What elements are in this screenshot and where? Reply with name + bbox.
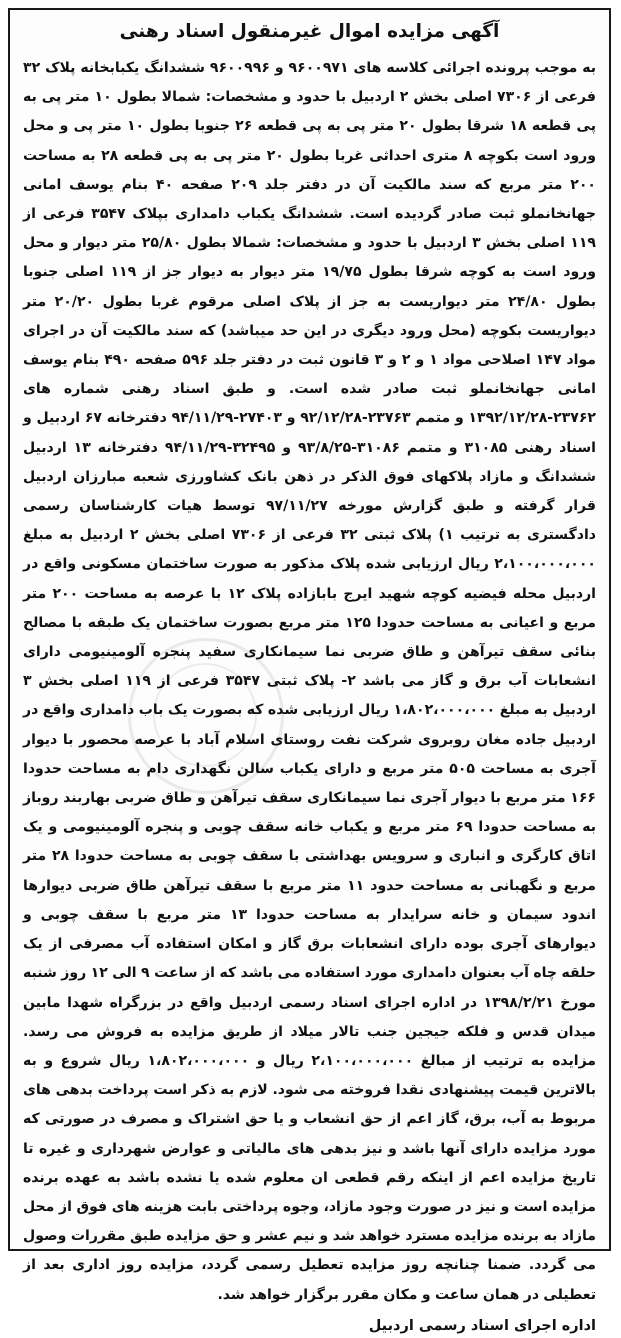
legal-notice: [8, 8, 611, 1334]
notice-signature: اداره اجرای اسناد رسمی اردبیل: [368, 1317, 596, 1334]
notice-body: به موجب پرونده اجرائی کلاسه های ۹۶۰۰۹۷۱ و ۹۶۰۰۹۹۶ ششدانگ یکبابخانه پلاک ۳۲ فرعی از ۷۳۰۶ اصلی بخش ۲ اردبیل با حدود و مشخصات: شمالا بطول ۱۰ متر پی به پی قطعه ۱۸ شرقا بطول ۲۰ متر پی به پی قطعه ۲۶ جنوبا بطول ۱۰ متر پی و محل ورود است بکوچه ۸ متری احداثی غربا بطول ۲۰ متر پی به پی قطعه ۲۸ به مساحت ۲۰۰ متر مربع که سند مالکیت آن در دفتر جلد ۲۰۹ صفحه ۴۰ بنام یوسف امانی جهانخانملو ثبت صادر گردیده است. ششدانگ یکباب دامداری بپلاک ۳۵۴۷ فرعی از ۱۱۹ اصلی بخش ۳ اردبیل با حدود و مشخصات: شمالا بطول ۲۵/۸۰ متر دیوار و محل ورود است به کوچه شرقا بطول ۱۹/۷۵ متر دیوار به دیوار جز از ۱۱۹ اصلی جنوبا بطول ۲۴/۸۰ متر دیواریست به جز از پلاک اصلی مرقوم غربا بطول ۲۰/۲۰ متر دیواریست بکوچه (محل ورود دیگری در این حد میباشد) که سند مالکیت آن در اجرای مواد ۱۴۷ اصلاحی مواد ۱ و ۲ و ۳ قانون ثبت در دفتر جلد ۵۹۶ صفحه ۴۹۰ بنام یوسف امانی جهانخانملو ثبت صادر شده است. و طبق اسناد رهنی شماره های ۲۳۷۶۲-۱۳۹۲/۱۲/۲۸ و متمم ۲۳۷۶۳-۹۲/۱۲/۲۸ و ۲۷۴۰۳-۹۴/۱۱/۲۹ دفترخانه ۶۷ اردبیل و اسناد رهنی ۳۱۰۸۵ و متمم ۳۱۰۸۶-۹۳/۸/۲۵ و ۳۲۴۹۵-۹۴/۱۱/۲۹ دفترخانه ۱۳ اردبیل ششدانگ و مازاد پلاکهای فوق الذکر در ذهن بانک کشاورزی شعبه مبارزان اردبیل قرار گرفته و طبق گزارش مورخه ۹۷/۱۱/۲۷ توسط هیات کارشناسان رسمی دادگستری به ترتیب ۱) پلاک ثبتی ۳۲ فرعی از ۷۳۰۶ اصلی بخش ۲ اردبیل به مبلغ ۲،۱۰۰،۰۰۰،۰۰۰ ریال ارزیابی شده پلاک مذکور به صورت ساختمان مسکونی واقع در اردبیل محله فیضیه کوچه شهید ایرج بابازاده پلاک ۱۲ با عرصه به مساحت ۲۰۰ متر مربع و اعیانی به مساحت حدودا ۱۲۵ متر مربع بصورت ساختمان یک طبقه با مصالح بنائی سقف تیرآهن و طاق ضربی نما سیمانکاری سفید پنجره آلومینیومی دارای انشعابات آب برق و گاز می باشد ۲- پلاک ثبتی ۳۵۴۷ فرعی از ۱۱۹ اصلی بخش ۳ اردبیل به مبلغ ۱،۸۰۲،۰۰۰،۰۰۰ ریال ارزیابی شده که بصورت یک باب دامداری واقع در اردبیل جاده مغان روبروی شرکت نفت روستای اسلام آباد با عرصه محصور با دیوار آجری به مساحت ۵۰۵ متر مربع و دارای یکباب سالن نگهداری دام به مساحت حدودا ۱۶۶ متر مربع با دیوار آجری نما سیمانکاری سقف تیرآهن و طاق ضربی بهاربند روباز به مساحت حدودا ۶۹ متر مربع و یکباب خانه سقف چوبی و پنجره آلومینیومی و یک اتاق کارگری و انباری و سرویس بهداشتی با سقف چوبی به مساحت حدودا ۲۸ متر مربع و نگهبانی به مساحت حدود ۱۱ متر مربع با سقف تیرآهن طاق ضربی دیوارها اندود سیمان و خانه سرایدار به مساحت حدودا ۱۳ متر مربع با سقف چوبی و دیوارهای آجری بوده دارای انشعابات برق گاز و امکان استفاده آب مصرفی از یک حلقه چاه آب بعنوان دامداری مورد استفاده می باشد که از ساعت ۹ الی ۱۲ روز شنبه مورخ ۱۳۹۸/۲/۲۱ در اداره اجرای اسناد رسمی اردبیل واقع در بزرگراه شهدا مابین میدان قدس و فلکه جیجین جنب تالار میلاد از طریق مزایده به فروش می رسد. مزایده به ترتیب از مبالغ ۲،۱۰۰،۰۰۰،۰۰۰ ریال و ۱،۸۰۲،۰۰۰،۰۰۰ ریال شروع و به بالاترین قیمت پیشنهادی نقدا فروخته می شود. لازم به ذکر است پرداخت بدهی های مربوط به آب، برق، گاز اعم از حق انشعاب و یا حق اشتراک و مصرف در صورتی که مورد مزایده دارای آنها باشد و نیز بدهی های مالیاتی و عوارض شهرداری و غیره تا تاریخ مزایده اعم از اینکه رقم قطعی ان معلوم شده یا نشده باشد به عهده برنده مزایده است و نیز در صورت وجود مازاد، وجوه پرداختی بابت هزینه های فوق از محل مازاد به برنده مزایده مسترد خواهد شد و نیم عشر و حق مزایده طبق مقررات وصول می گردد. ضمنا چنانچه روز مزایده تعطیل رسمی گردد، مزایده روز اداری بعد از تعطیلی در همان ساعت و مکان مقرر برگزار خواهد شد.: [23, 60, 597, 1303]
notice-title: آگهی مزایده اموال غیرمنقول اسناد رهنی: [119, 21, 500, 42]
